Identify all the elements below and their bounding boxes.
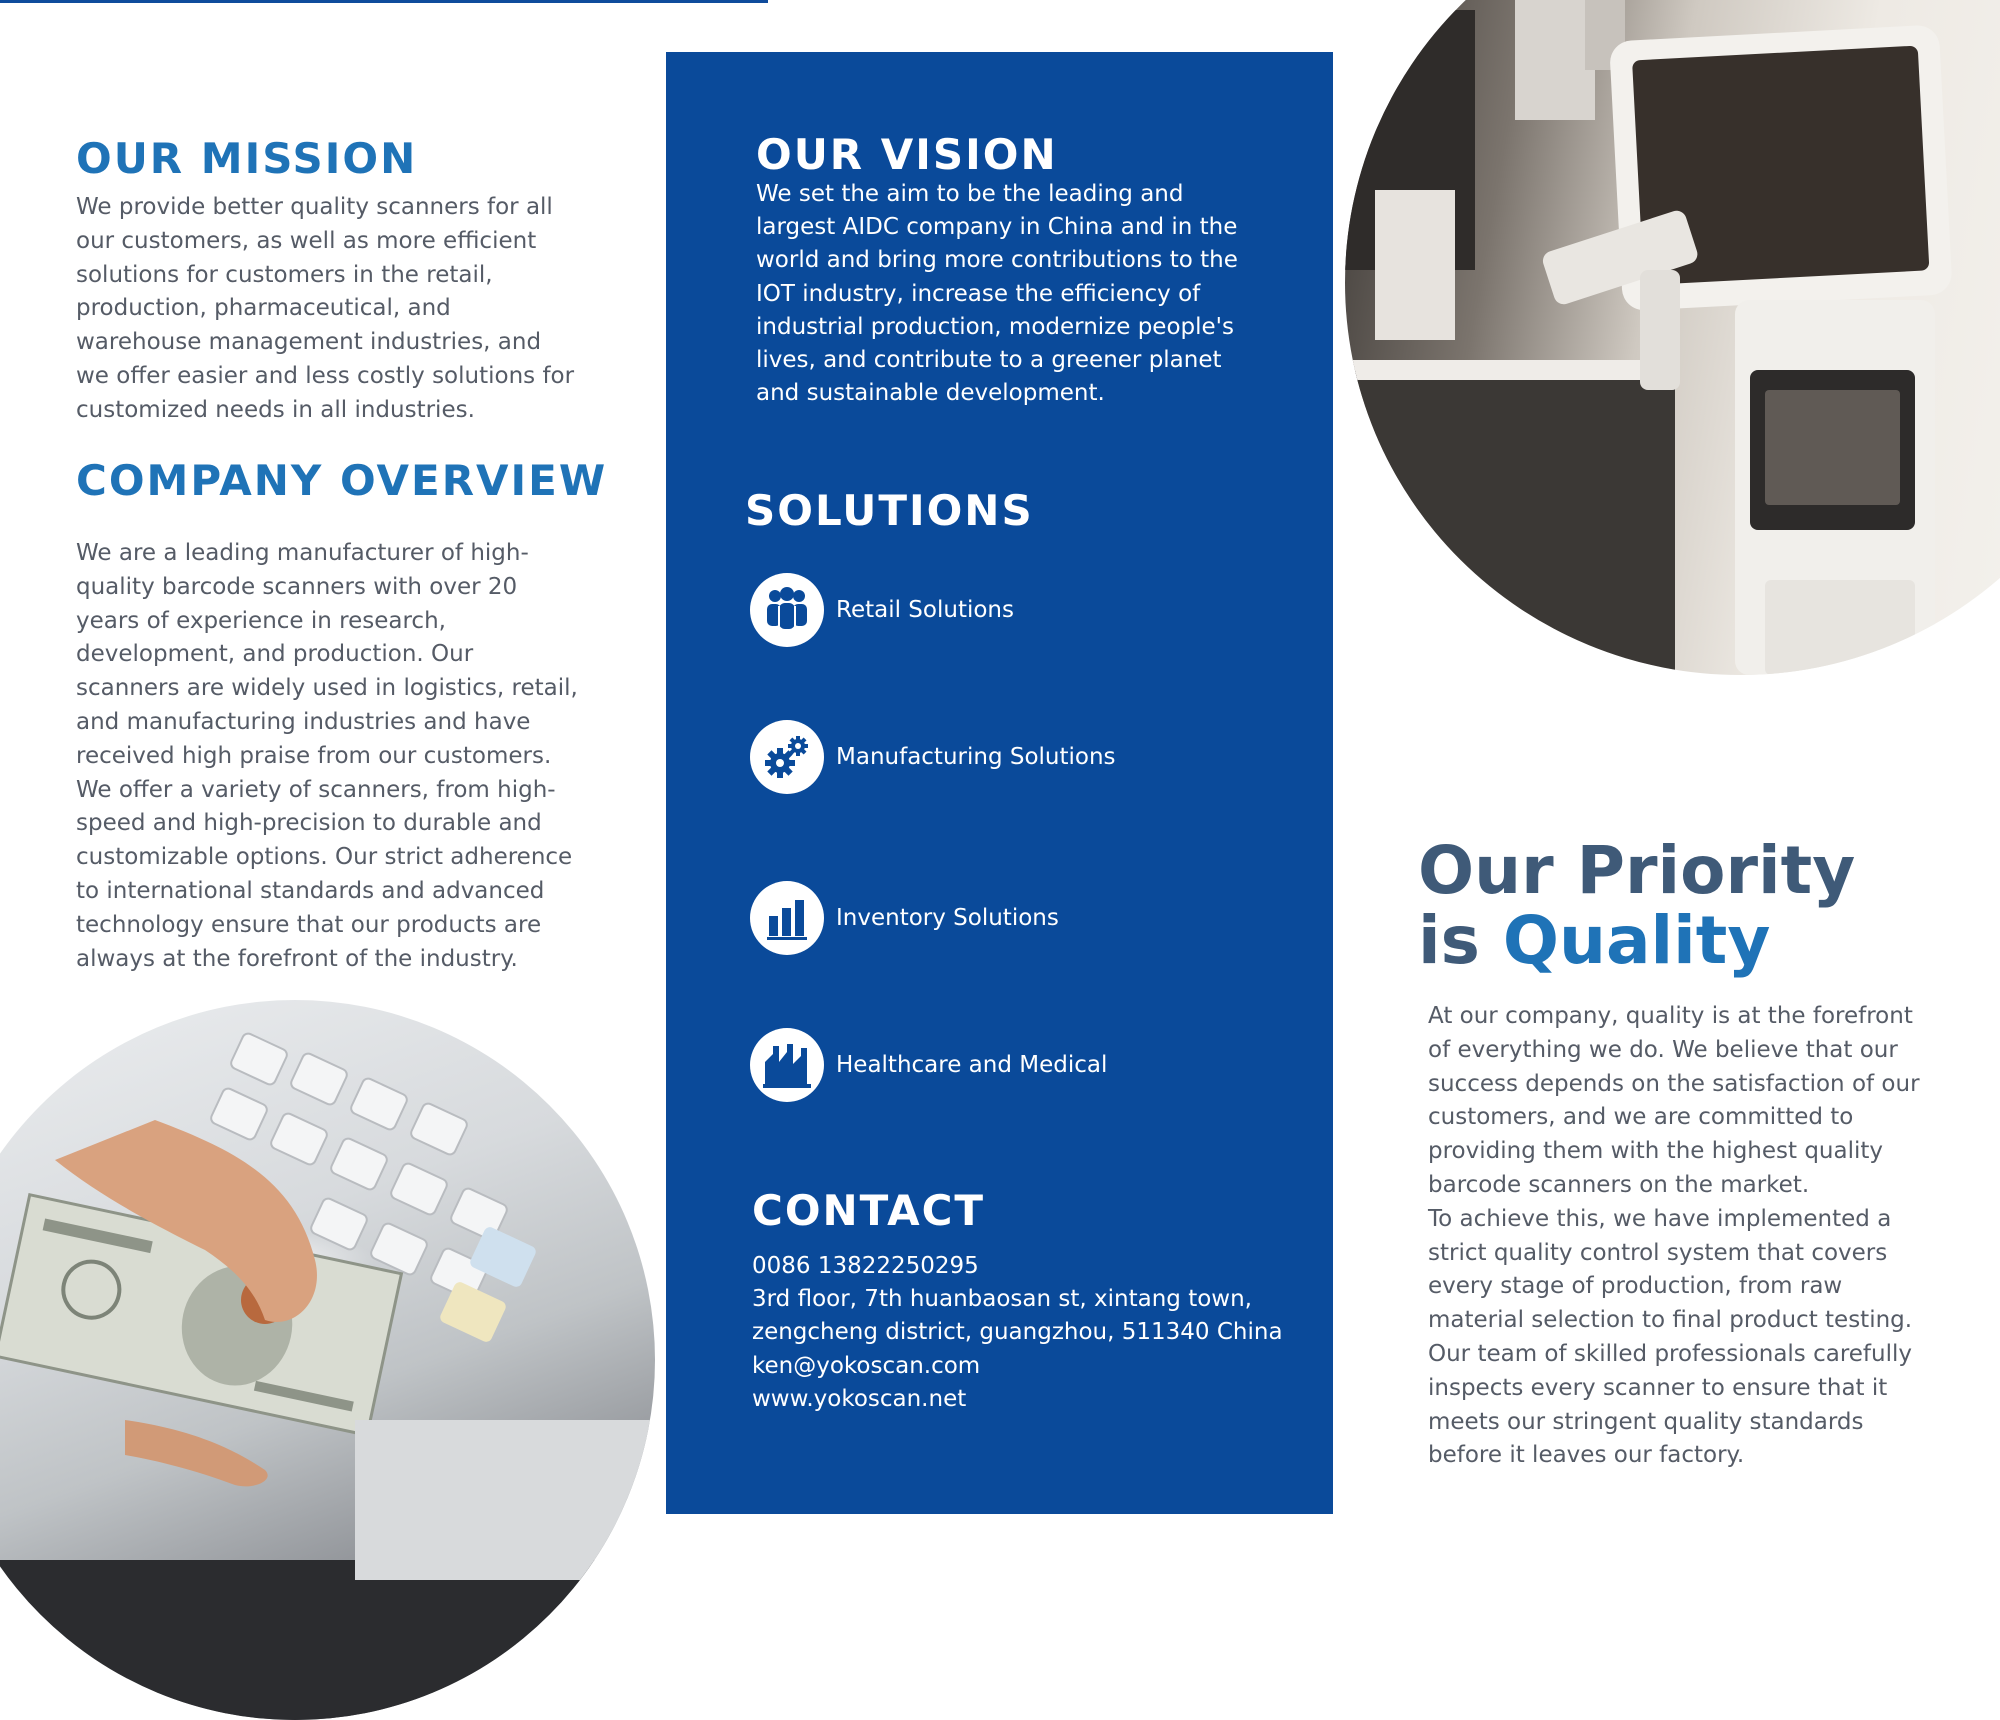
- solution-item-manufacturing: [750, 719, 1116, 795]
- solution-item-inventory: [750, 880, 1059, 956]
- mission-heading: OUR MISSION: [76, 134, 418, 183]
- company-overview-text: We are a leading manufacturer of high- quality barcode scanners with over 20 years of experience in research, development, and production. Our scanners are widely used in logistics, retail, and manufacturing industries and have received high praise from our customers. We offer a variety of scanners, from high- speed and high-precision to durable and customizable options. Our strict adherence to international standards and advanced technology ensure that our products are always at the forefront of the industry.: [76, 540, 578, 972]
- solution-label: Retail Solutions: [836, 597, 1014, 623]
- solution-label: Inventory Solutions: [836, 905, 1059, 931]
- contact-website[interactable]: www.yokoscan.net: [752, 1385, 967, 1412]
- contact-details: [752, 1250, 1283, 1416]
- mission-text: We provide better quality scanners for all our customers, as well as more efficient solutions for customers in the retail, production, pharmaceutical, and warehouse management industries, and we offer easier and less costly solutions for customized needs in all industries.: [76, 194, 575, 423]
- priority-title-line1: Our Priority: [1418, 832, 1856, 909]
- people-group-icon: [750, 573, 824, 647]
- gears-icon: [750, 720, 824, 794]
- solution-label: Manufacturing Solutions: [836, 744, 1116, 770]
- company-overview-heading: COMPANY OVERVIEW: [76, 456, 608, 505]
- priority-title-is: is: [1418, 902, 1503, 979]
- solutions-heading: SOLUTIONS: [745, 486, 1034, 535]
- contact-address-line1: 3rd floor, 7th huanbaosan st, xintang town,: [752, 1286, 1252, 1313]
- checkout-kiosk-photo: [1345, 0, 2000, 675]
- contact-phone: 0086 13822250295: [752, 1253, 979, 1279]
- buildings-icon: [750, 1028, 824, 1102]
- priority-text: At our company, quality is at the forefront of everything we do. We believe that our success depends on the satisfaction of our customers, and we are committed to providing them with the highest quality barcode scanners on the market. To achieve this, we have implemented a strict quality control system that covers every stage of production, from raw material selection to final product testing. Our team of skilled professionals carefully inspects every scanner to ensure that it meets our stringent quality standards before it leaves our factory.: [1428, 1003, 1920, 1469]
- kiosk-illustration: [1345, 0, 2000, 675]
- cash-register-photo: [0, 1000, 655, 1720]
- priority-title-accent: Quality: [1502, 902, 1771, 979]
- contact-email[interactable]: ken@yokoscan.com: [752, 1352, 981, 1379]
- contact-address-line2: zengcheng district, guangzhou, 511340 China: [752, 1319, 1283, 1346]
- top-accent-line: [0, 0, 768, 3]
- vision-text: We set the aim to be the leading and largest AIDC company in China and in the world and bring more contributions to the IOT industry, increase the efficiency of industrial production, modernize people's lives, and contribute to a greener planet and sustainable development.: [756, 181, 1238, 407]
- solution-item-healthcare: [750, 1027, 1107, 1103]
- bar-chart-icon: [750, 881, 824, 955]
- contact-heading: CONTACT: [752, 1186, 986, 1235]
- solution-item-retail: [750, 572, 1014, 648]
- solution-label: Healthcare and Medical: [836, 1052, 1108, 1078]
- vision-heading: OUR VISION: [756, 130, 1058, 179]
- cash-register-illustration: [0, 1000, 655, 1720]
- priority-heading: [1418, 832, 1856, 979]
